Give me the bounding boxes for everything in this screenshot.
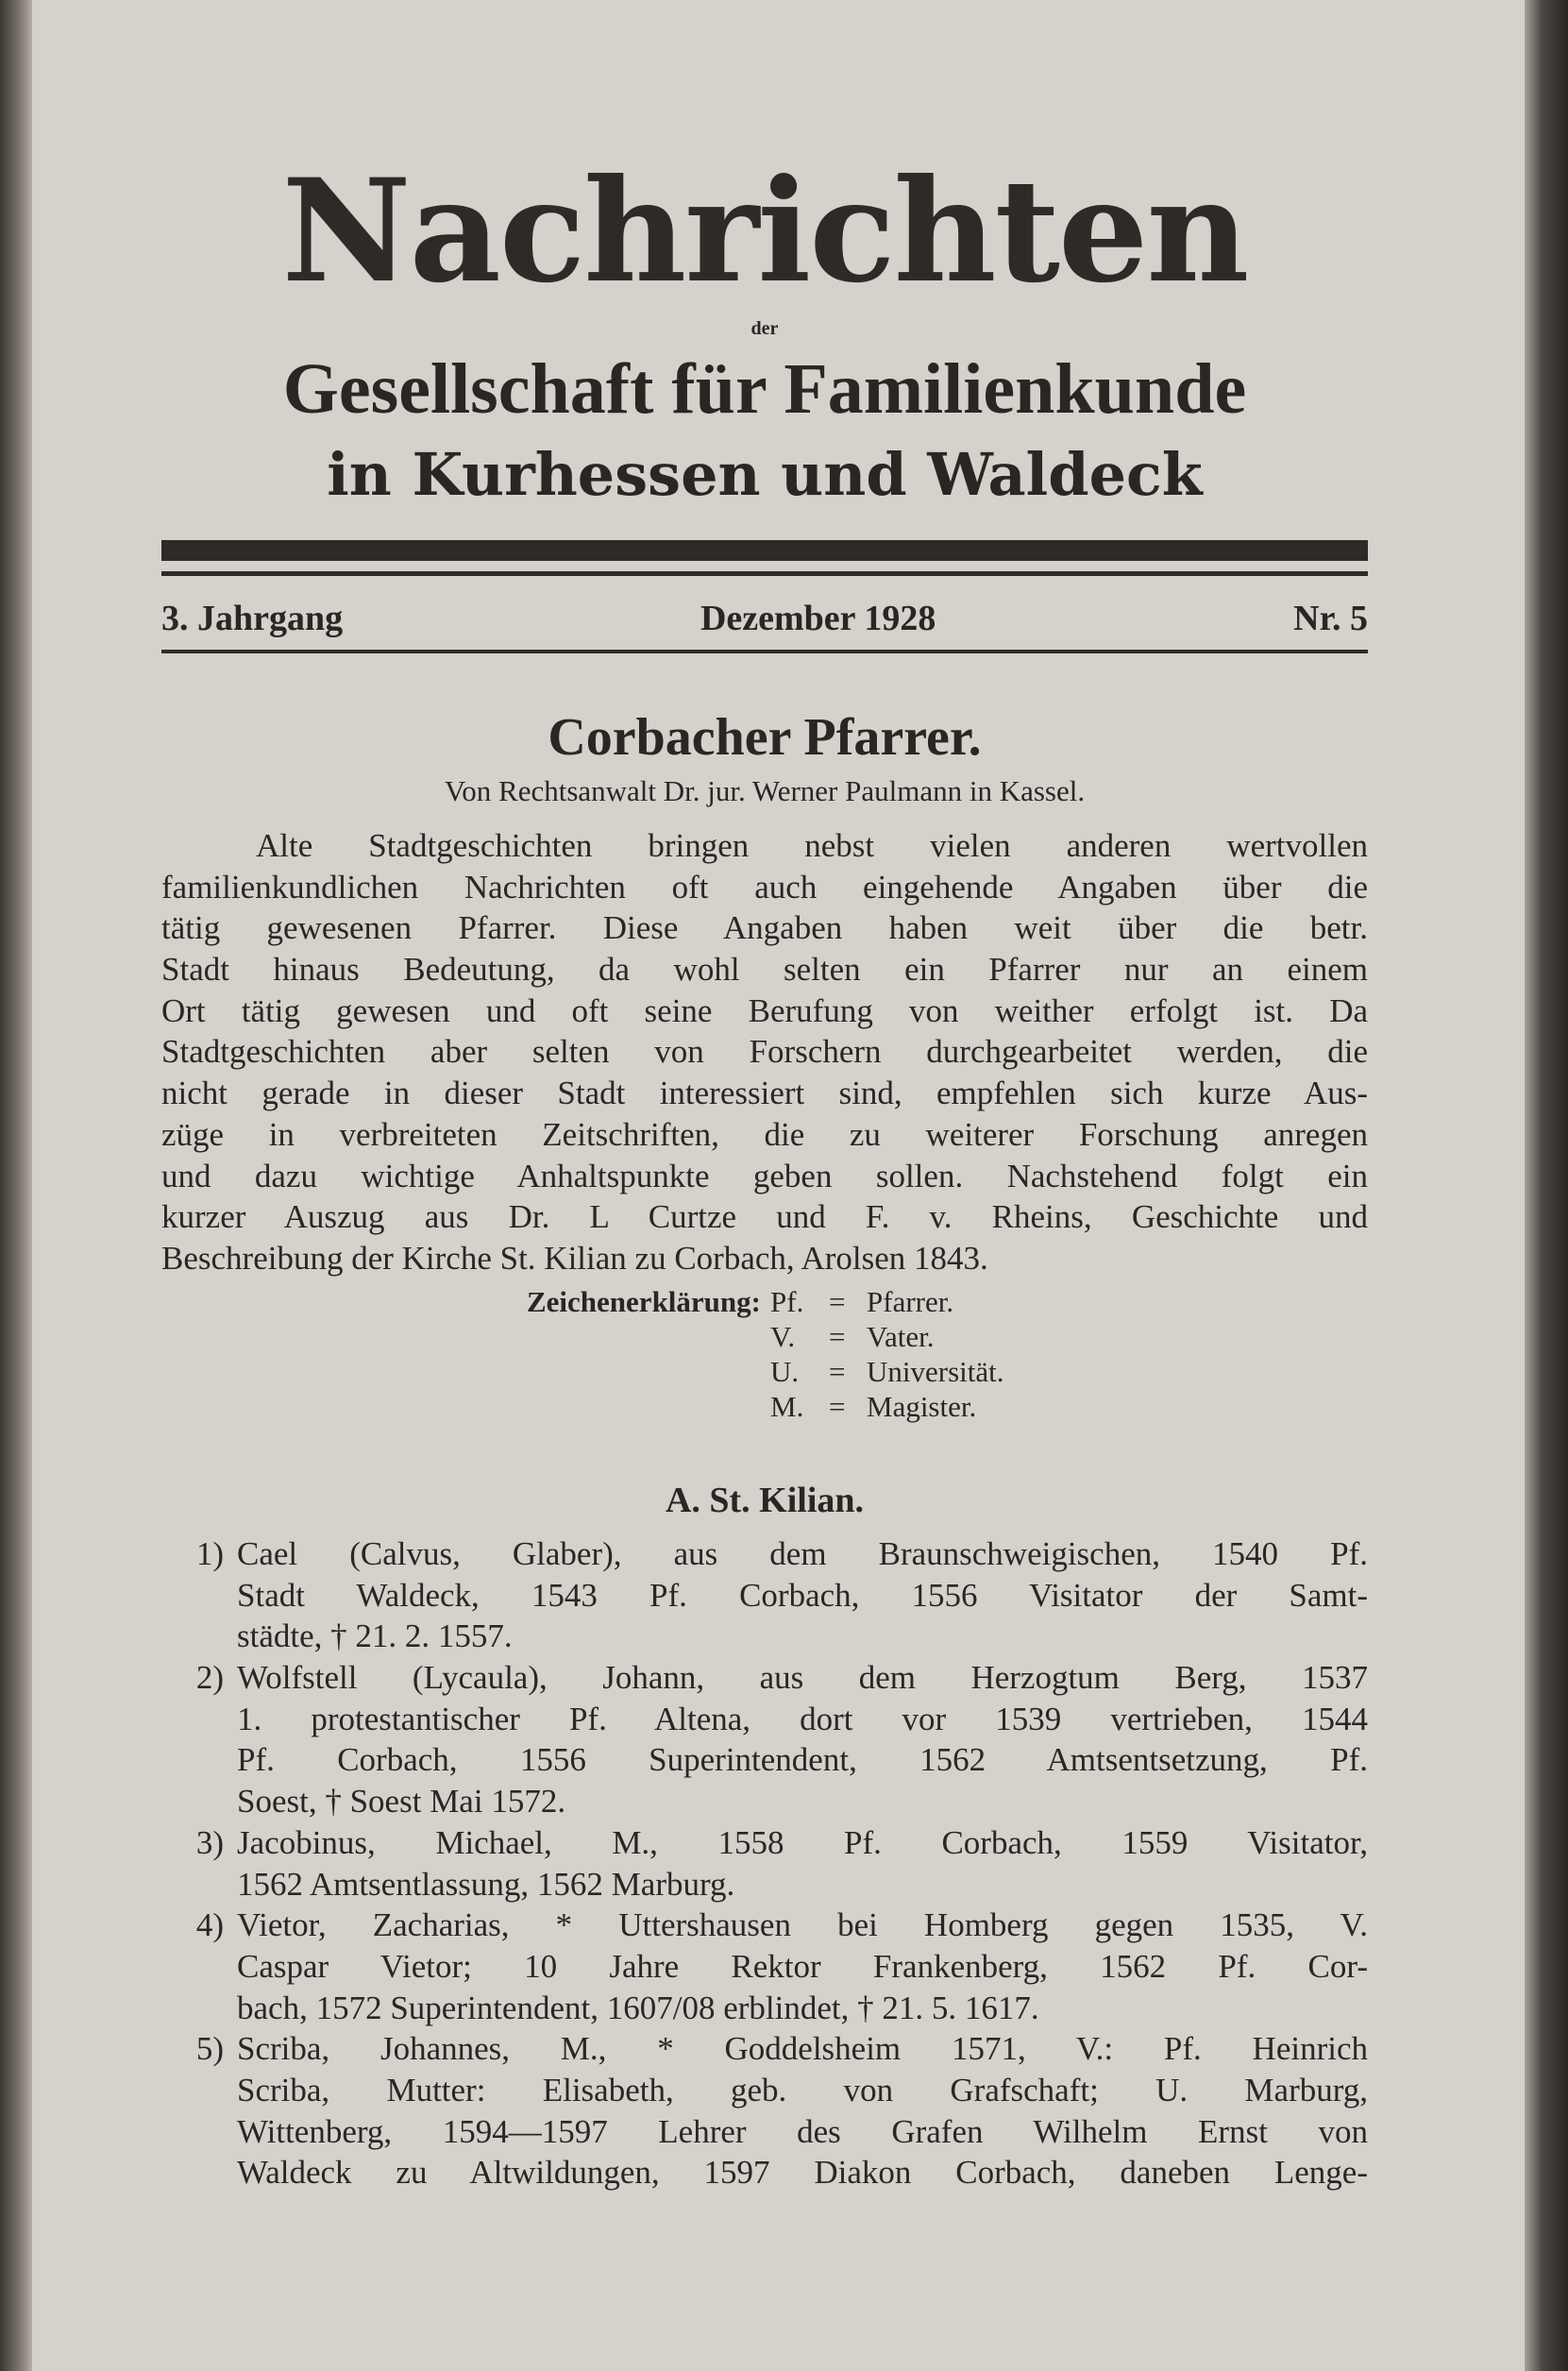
legend-meaning: Universität. [867,1355,1004,1388]
thin-rule [161,571,1368,576]
legend-meaning: Pfarrer. [867,1285,954,1318]
list-item [161,1657,1368,1822]
thick-rule [161,540,1368,561]
item-number: 1) [195,1535,224,1572]
book-binding-right [1525,0,1568,2371]
paragraph-line: und dazu wichtige Anhaltspunkte geben sollen. Nachstehend folgt ein [161,1157,1368,1194]
item-number: 4) [195,1906,224,1944]
legend-label [463,1354,770,1389]
item-number: 3) [195,1823,224,1861]
item-text [237,1905,1368,2028]
masthead-subtitle: Gesellschaft für Familienkunde [282,349,1247,429]
paragraph-line: tätig gewesenen Pfarrer. Diese Angaben haben weit über die betr. [161,909,1368,947]
item-line: Wolfstell (Lycaula), Johann, aus dem Herzogtum Berg, 1537 [237,1659,1368,1697]
equals-sign: = [829,1355,846,1388]
paragraph-line: kurzer Auszug aus Dr. L Curtze und F. v. Rheins, Geschichte und [161,1198,1368,1236]
item-text [237,1533,1368,1657]
item-line: 1. protestantischer Pf. Altena, dort vor 1539 vertrieben, 1544 [237,1700,1368,1737]
item-number: 5) [195,2030,224,2068]
item-line: 1562 Amtsentlassung, 1562 Marburg. [237,1865,735,1903]
item-line: Vietor, Zacharias, * Uttershausen bei Homberg gegen 1535, V. [237,1906,1368,1944]
legend-label [463,1389,770,1424]
issue-info [161,595,1368,642]
item-text [237,2028,1368,2193]
legend-entry [463,1284,1123,1319]
paragraph-line: Alte Stadtgeschichten bringen nebst vielen anderen wertvollen [256,827,1368,864]
masthead-title: Nachrichten [281,148,1248,314]
equals-sign: = [829,1320,846,1353]
item-line: Stadt Waldeck, 1543 Pf. Corbach, 1556 Visitator der Samt- [237,1576,1368,1614]
legend-abbreviation: Pf. [770,1285,804,1318]
item-line: Scriba, Johannes, M., * Goddelsheim 1571, V.: Pf. Heinrich [237,2030,1368,2068]
masthead-region: in Kurhessen und Waldeck [327,440,1203,509]
article-byline: Von Rechtsanwalt Dr. jur. Werner Paulmann in Kassel. [444,774,1086,807]
item-line: Soest, † Soest Mai 1572. [237,1783,566,1821]
section-heading: A. St. Kilian. [665,1481,865,1520]
paragraph-line: Stadt hinaus Bedeutung, da wohl selten ein Pfarrer nur an einem [161,951,1368,989]
legend-abbreviation: U. [770,1355,800,1388]
masthead-der: der [750,318,779,339]
paragraph-line: nicht gerade in dieser Stadt interessiert sind, empfehlen sich kurze Aus- [161,1075,1368,1112]
list-item [161,1533,1368,1657]
article-paragraph [161,825,1368,1279]
item-line: Cael (Calvus, Glaber), aus dem Braunschweigischen, 1540 Pf. [237,1535,1368,1572]
legend-label: Zeichenerklärung: [527,1285,761,1318]
issue-volume: 3. Jahrgang [161,599,344,638]
issue-rule [161,650,1368,653]
list-item [161,1905,1368,2028]
item-line: bach, 1572 Superintendent, 1607/08 erblindet, † 21. 5. 1617. [237,1989,1039,2026]
legend-entry [463,1319,1123,1354]
legend-entry [463,1389,1123,1424]
legend [463,1284,1123,1424]
paragraph-line: züge in verbreiteten Zeitschriften, die zu weiterer Forschung anregen [161,1115,1368,1153]
legend-label [463,1319,770,1354]
issue-number: Nr. 5 [1293,599,1368,638]
issue-date: Dezember 1928 [700,599,936,638]
item-line: Pf. Corbach, 1556 Superintendent, 1562 Amtsentsetzung, Pf. [237,1741,1368,1779]
paragraph-line: Ort tätig gewesen und oft seine Berufung von weither erfolgt ist. Da [161,991,1368,1029]
legend-abbreviation: V. [770,1320,796,1353]
paragraph-line: Stadtgeschichten aber selten von Forschern durchgearbeitet werden, die [161,1033,1368,1071]
book-binding-left [0,0,32,2371]
item-number: 2) [195,1659,224,1697]
legend-meaning: Magister. [867,1390,977,1423]
list-item [161,2028,1368,2193]
paragraph-line: Beschreibung der Kirche St. Kilian zu Corbach, Arolsen 1843. [161,1239,988,1277]
legend-abbreviation: M. [770,1390,804,1423]
item-text [237,1657,1368,1822]
pastor-list [161,1533,1368,2193]
item-line: Wittenberg, 1594—1597 Lehrer des Grafen Wilhelm Ernst von [237,2112,1368,2150]
item-line: Waldeck zu Altwildungen, 1597 Diakon Corbach, daneben Lenge- [237,2154,1368,2192]
item-line: Scriba, Mutter: Elisabeth, geb. von Grafschaft; U. Marburg, [237,2071,1368,2108]
item-text [237,1822,1368,1905]
item-line: Jacobinus, Michael, M., 1558 Pf. Corbach, 1559 Visitator, [237,1823,1368,1861]
legend-meaning: Vater. [867,1320,935,1353]
list-item [161,1822,1368,1905]
item-line: Caspar Vietor; 10 Jahre Rektor Frankenberg, 1562 Pf. Cor- [237,1947,1368,1985]
legend-entry [463,1354,1123,1389]
item-line: städte, † 21. 2. 1557. [237,1617,513,1655]
article-title: Corbacher Pfarrer. [548,708,982,767]
equals-sign: = [829,1390,846,1423]
equals-sign: = [829,1285,846,1318]
paragraph-line: familienkundlichen Nachrichten oft auch eingehende Angaben über die [161,868,1368,906]
